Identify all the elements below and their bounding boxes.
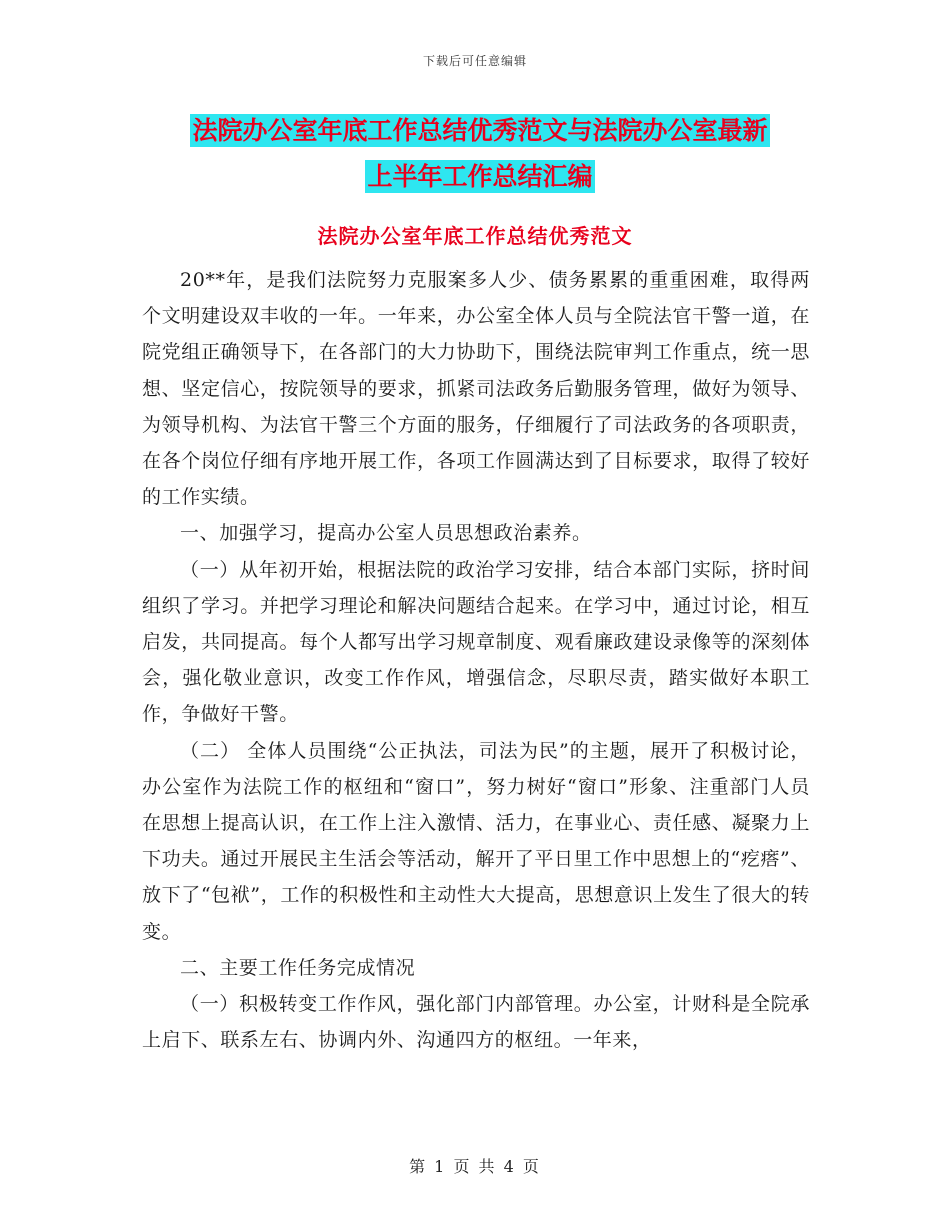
paragraph: （一）积极转变工作作风，强化部门内部管理。办公室，计财科是全院承上启下、联系左右、协调内外、沟通四方的枢纽。一年来，: [142, 993, 810, 1052]
paragraph: 二、主要工作任务完成情况: [180, 956, 416, 979]
section-subtitle: 法院办公室年底工作总结优秀范文: [317, 224, 633, 248]
paragraph: 20**年，是我们法院努力克服案多人少、债务累累的重重困难，取得两个文明建设双丰收的一年。一年来，办公室全体人员与全院法官干警一道，在院党组正确领导下，在各部门的大力协助下，围绕法院审判工作重点，统一思想、坚定信心，按院领导的要求，抓紧司法政务后勤服务管理，做好为领导、为领导机构、为法官干警三个方面的服务，仔细履行了司法政务的各项职责，在各个岗位仔细有序地开展工作，各项工作圆满达到了目标要求，取得了较好的工作实绩。: [142, 269, 810, 509]
paragraph: 一、加强学习，提高办公室人员思想政治素养。: [180, 522, 592, 545]
paragraph: （二） 全体人员围绕“公正执法，司法为民”的主题，展开了积极讨论，办公室作为法院工作的枢纽和“窗口”，努力树好“窗口”形象、注重部门人员在思想上提高认识，在工作上注入激情、活力，在事业心、责任感、凝聚力上下功夫。通过开展民主生活会等活动，解开了平日里工作中思想上的“疙瘩”、放下了“包袱”，工作的积极性和主动性大大提高，思想意识上发生了很大的转变。: [142, 739, 810, 943]
page-header-note: 下载后可任意编辑: [422, 54, 527, 68]
document-body: [142, 262, 810, 1058]
paragraph: （一）从年初开始，根据法院的政治学习安排，结合本部门实际，挤时间组织了学习。并把学习理论和解决问题结合起来。在学习中，通过讨论，相互启发，共同提高。每个人都写出学习规章制度、观看廉政建设录像等的深刻体会，强化敬业意识，改变工作作风，增强信念，尽职尽责，踏实做好本职工作，争做好干警。: [142, 558, 810, 726]
title-line-1: 法院办公室年底工作总结优秀范文与法院办公室最新: [192, 116, 768, 145]
document-title: [140, 108, 820, 200]
title-line-2: 上半年工作总结汇编: [367, 162, 593, 191]
page-number-footer: 第 1 页 共 4 页: [409, 1157, 541, 1176]
